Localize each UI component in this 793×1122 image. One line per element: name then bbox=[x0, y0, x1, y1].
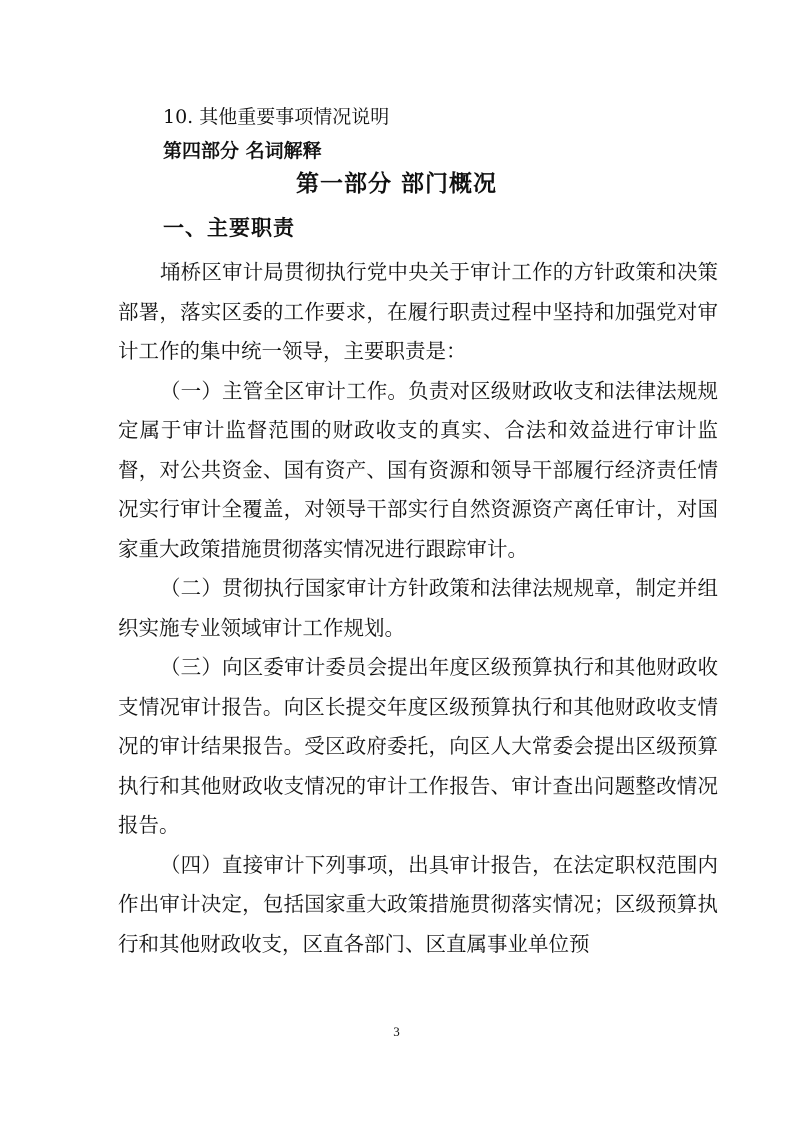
toc-item-part-4: 第四部分 名词解释 bbox=[163, 140, 322, 162]
section-heading: 一、主要职责 bbox=[163, 216, 295, 240]
paragraph-duty-2: （二）贯彻执行国家审计方针政策和法律法规规章，制定并组织实施专业领域审计工作规划。 bbox=[118, 576, 718, 640]
paragraph-intro: 埇桥区审计局贯彻执行党中央关于审计工作的方针政策和决策部署，落实区委的工作要求，在履行职责过程中坚持和加强党对审计工作的集中统一领导，主要职责是： bbox=[118, 260, 718, 363]
paragraph-duty-4: （四）直接审计下列事项，出具审计报告，在法定职权范围内作出审计决定，包括国家重大政策措施贯彻落实情况；区级预算执行和其他财政收支，区直各部门、区直属事业单位预 bbox=[118, 852, 718, 956]
toc-item-10: 10. 其他重要事项情况说明 bbox=[163, 106, 390, 128]
paragraph-duty-3: （三）向区委审计委员会提出年度区级预算执行和其他财政收支情况审计报告。向区长提交年度区级预算执行和其他财政收支情况的审计结果报告。受区政府委托，向区人大常委会提出区级预算执行和其他财政收支情况的审计工作报告、审计查出问题整改情况报告。 bbox=[118, 655, 718, 837]
paragraph-duty-1: （一）主管全区审计工作。负责对区级财政收支和法律法规规定属于审计监督范围的财政收支的真实、合法和效益进行审计监督，对公共资金、国有资产、国有资源和领导干部履行经济责任情况实行审计全覆盖，对领导干部实行自然资源资产离任审计，对国家重大政策措施贯彻落实情况进行跟踪审计。 bbox=[118, 378, 718, 561]
body-text bbox=[118, 253, 718, 964]
page-number: 3 bbox=[393, 1024, 400, 1039]
chapter-title: 第一部分 部门概况 bbox=[295, 171, 497, 197]
